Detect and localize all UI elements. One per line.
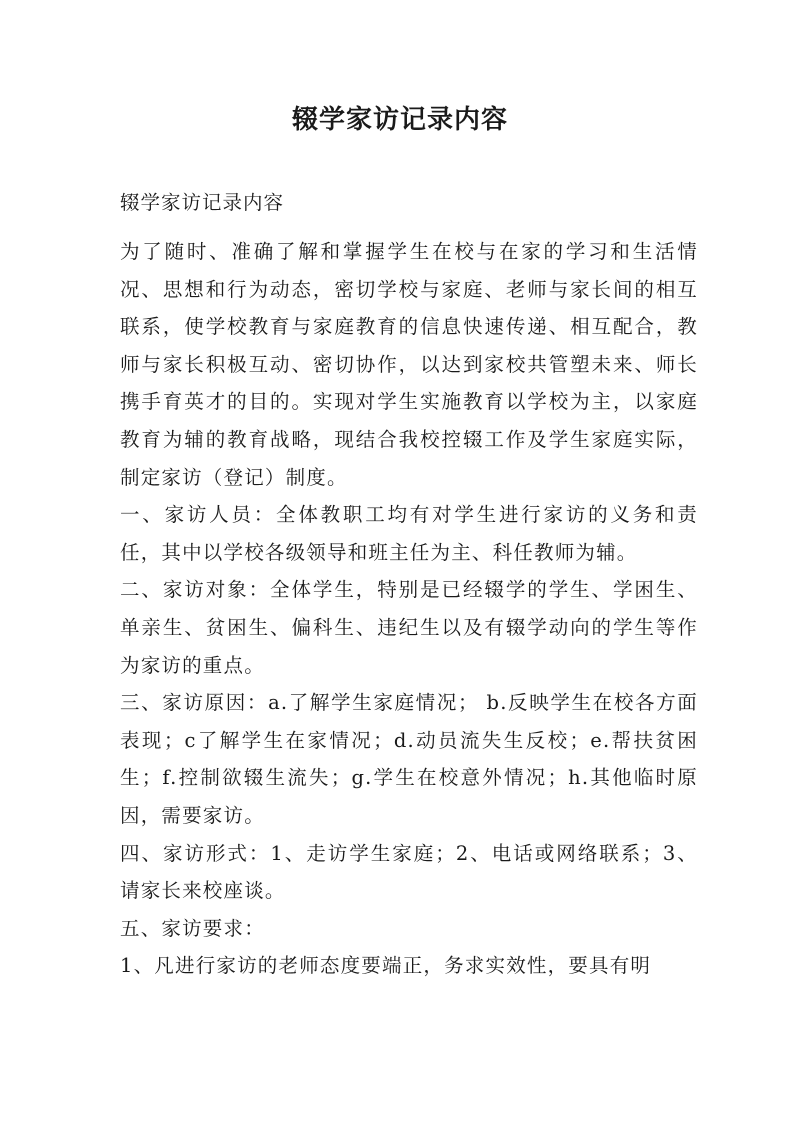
paragraph-visit-staff: 一、家访人员：全体教职工均有对学生进行家访的义务和责任，其中以学校各级领导和班主任为主、科任教师为辅。	[120, 503, 698, 564]
document-subtitle: 辍学家访记录内容	[120, 191, 285, 214]
paragraph-visit-targets: 二、家访对象：全体学生，特别是已经辍学的学生、学困生、单亲生、贫困生、偏科生、违纪生以及有辍学动向的学生等作为家访的重点。	[120, 578, 698, 677]
paragraph-visit-requirements-heading: 五、家访要求：	[120, 916, 265, 940]
paragraph-visit-reasons: 三、家访原因：a.了解学生家庭情况； b.反映学生在校各方面表现；c了解学生在家情况；d.动员流失生反校；e.帮扶贫困生；f.控制欲辍生流失；g.学生在校意外情况；h.其他临时原因，需要家访。	[120, 691, 698, 827]
paragraph-requirement-1: 1、凡进行家访的老师态度要端正，务求实效性，要具有明	[120, 954, 652, 978]
paragraph-visit-forms: 四、家访形式：1、走访学生家庭；2、电话或网络联系；3、请家长来校座谈。	[120, 841, 698, 903]
document-body	[120, 233, 698, 985]
document-title: 辍学家访记录内容	[291, 105, 508, 135]
paragraph-intro: 为了随时、准确了解和掌握学生在校与在家的学习和生活情况、思想和行为动态，密切学校与家庭、老师与家长间的相互联系，使学校教育与家庭教育的信息快速传递、相互配合，教师与家长积极互动、密切协作，以达到家校共管塑未来、师长携手育英才的目的。实现对学生实施教育以学校为主，以家庭教育为辅的教育战略，现结合我校控辍工作及学生家庭实际，制定家访（登记）制度。	[120, 240, 698, 489]
